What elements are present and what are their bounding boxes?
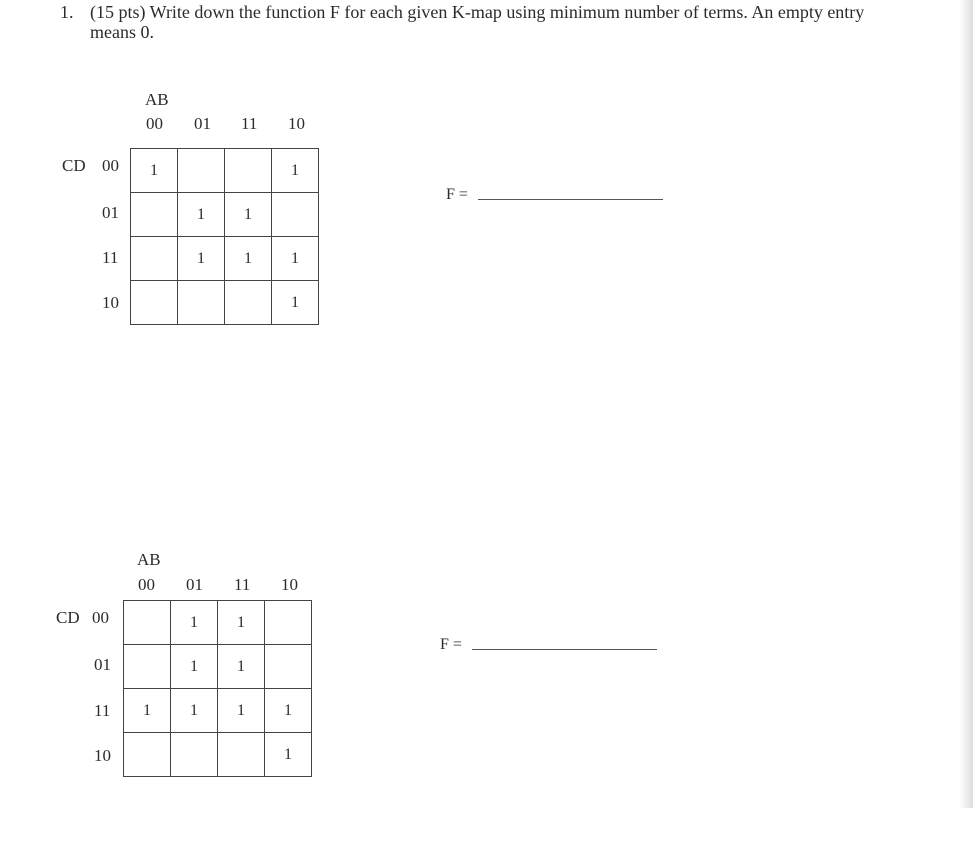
kmap-row-var: CD	[62, 156, 86, 175]
kmap-row-label: 01	[94, 655, 111, 674]
kmap-cell	[124, 645, 171, 689]
answer-f-1	[446, 186, 468, 204]
kmap-row-label: 11	[94, 701, 111, 720]
kmap-cell	[178, 281, 225, 325]
kmap-cell: 1	[171, 645, 218, 689]
kmap-cell	[131, 193, 178, 237]
kmap-cell: 1	[225, 193, 272, 237]
kmap-cell: 1	[218, 601, 265, 645]
kmap-row-label: 10	[102, 293, 119, 312]
kmap-cell: 1	[178, 193, 225, 237]
kmap-row-label: 10	[94, 746, 111, 765]
kmap-grid	[130, 148, 319, 325]
kmap-col-label: 10	[288, 114, 305, 133]
kmap-cell: 1	[272, 281, 319, 325]
kmap-cell	[178, 149, 225, 193]
kmap-col-label: 00	[138, 575, 155, 594]
kmap-2	[54, 550, 374, 850]
kmap-col-label: 11	[234, 575, 251, 594]
kmap-cell: 1	[218, 645, 265, 689]
kmap-cell: 1	[131, 149, 178, 193]
kmap-cell: 1	[218, 689, 265, 733]
answer-f-2	[440, 636, 462, 654]
kmap-cell	[265, 645, 312, 689]
kmap-cell	[265, 601, 312, 645]
kmap-col-label: 11	[241, 114, 258, 133]
kmap-cell	[124, 601, 171, 645]
kmap-1	[60, 88, 380, 388]
kmap-row-label: 00	[102, 156, 119, 175]
kmap-grid	[123, 600, 312, 777]
kmap-row-var: CD	[56, 608, 80, 627]
kmap-col-label: 00	[146, 114, 163, 133]
kmap-cell	[131, 281, 178, 325]
kmap-col-var: AB	[137, 550, 161, 569]
kmap-row-label: 00	[92, 608, 109, 627]
question-text-line2: means 0.	[90, 22, 154, 42]
kmap-cell: 1	[178, 237, 225, 281]
kmap-cell: 1	[225, 237, 272, 281]
answer-label: F =	[446, 186, 468, 203]
kmap-cell	[218, 733, 265, 777]
kmap-col-label: 10	[281, 575, 298, 594]
kmap-cell: 1	[171, 689, 218, 733]
kmap-cell: 1	[265, 689, 312, 733]
kmap-cell	[171, 733, 218, 777]
answer-label: F =	[440, 636, 462, 653]
kmap-cell: 1	[272, 237, 319, 281]
kmap-cell	[124, 733, 171, 777]
kmap-col-label: 01	[194, 114, 211, 133]
kmap-cell: 1	[265, 733, 312, 777]
kmap-cell: 1	[272, 149, 319, 193]
kmap-row-label: 11	[102, 248, 119, 267]
kmap-cell: 1	[124, 689, 171, 733]
kmap-cell	[225, 149, 272, 193]
question-text-line1: (15 pts) Write down the function F for each given K-map using minimum number of terms. An empty entry	[90, 2, 865, 22]
kmap-row-label: 01	[102, 203, 119, 222]
kmap-cell: 1	[171, 601, 218, 645]
kmap-col-label: 01	[186, 575, 203, 594]
kmap-cell	[272, 193, 319, 237]
kmap-cell	[225, 281, 272, 325]
kmap-col-var: AB	[145, 90, 169, 109]
question-number: 1.	[60, 2, 74, 22]
answer-blank-line[interactable]	[472, 649, 657, 650]
answer-blank-line[interactable]	[478, 199, 663, 200]
kmap-cell	[131, 237, 178, 281]
page-edge-shadow	[959, 0, 973, 808]
